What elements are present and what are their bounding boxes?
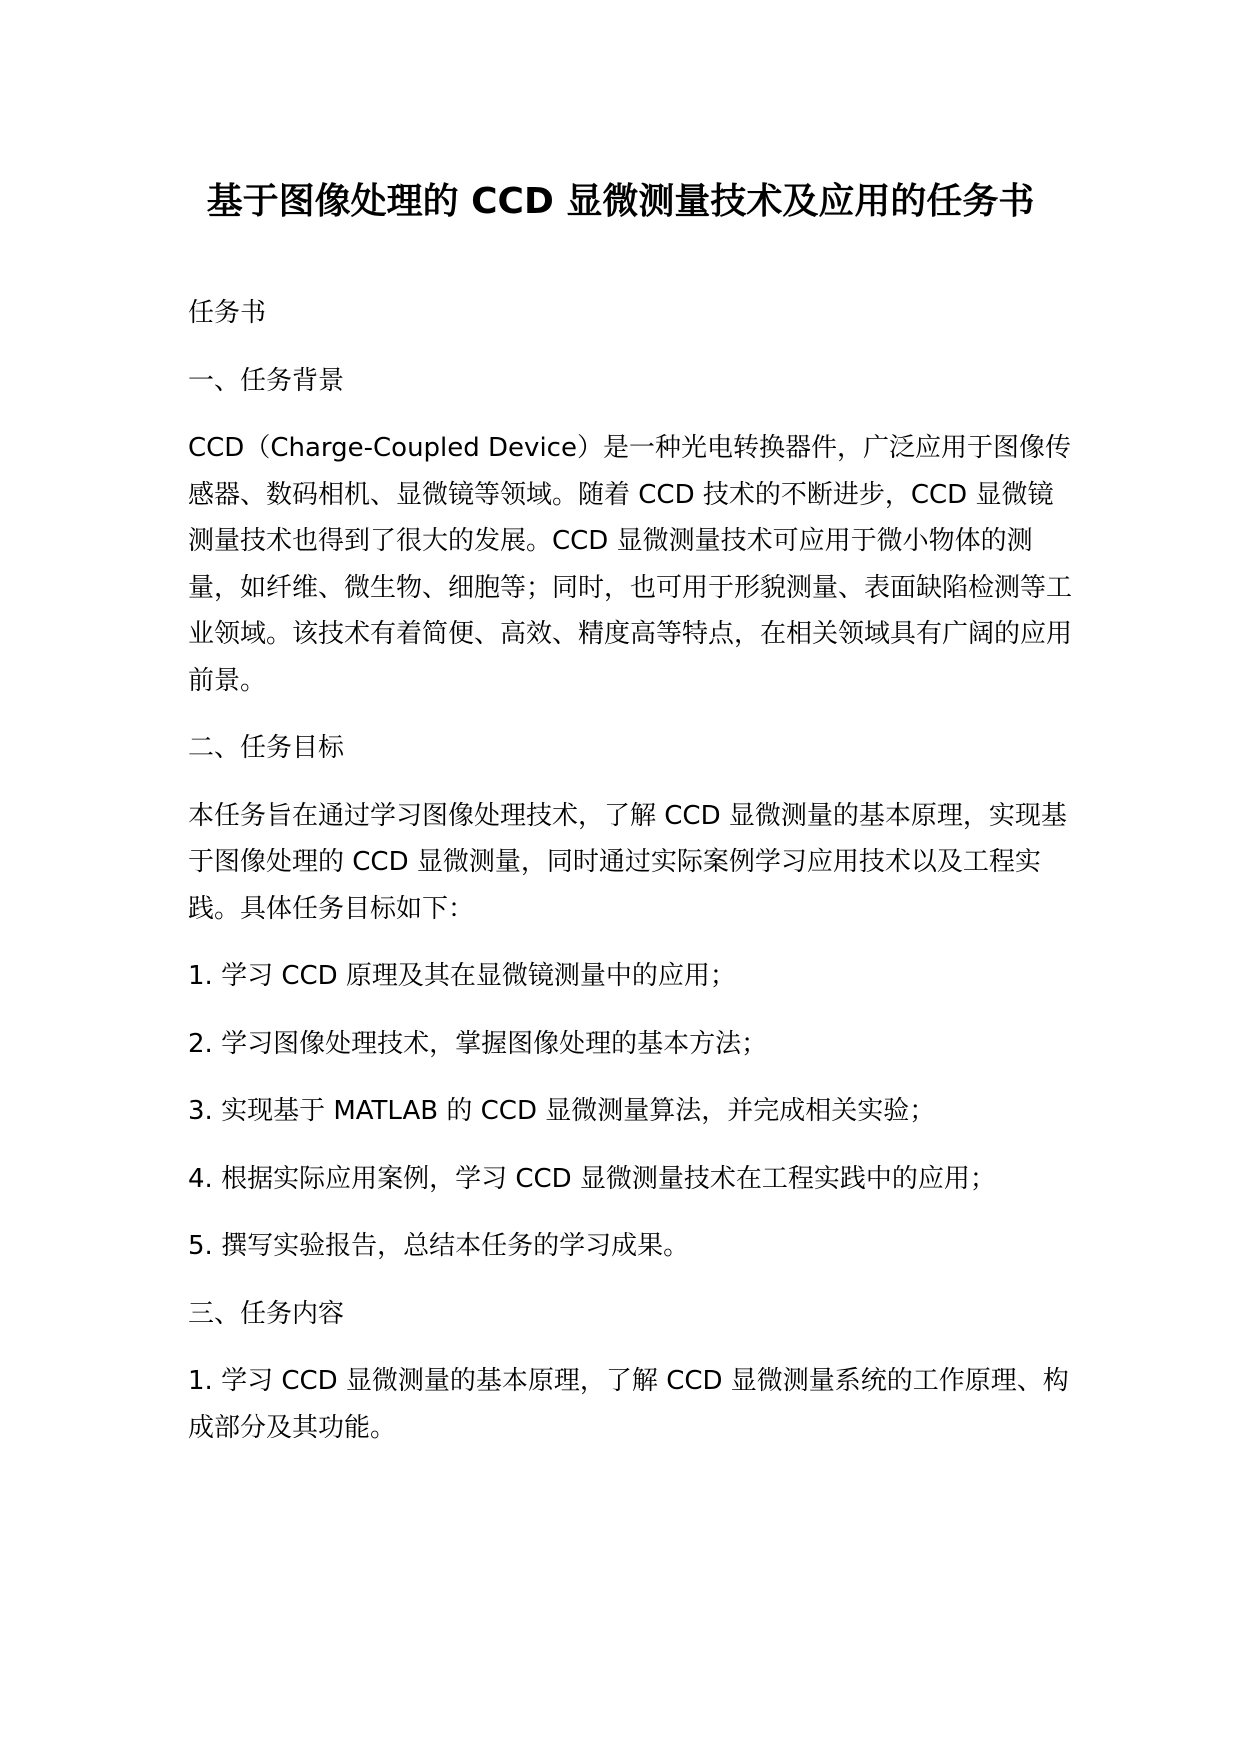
document-body [188,290,1078,1472]
background-paragraph: CCD（Charge-Coupled Device）是一种光电转换器件，广泛应用于图像传感器、数码相机、显微镜等领域。随着 CCD 技术的不断进步，CCD 显微镜测量技术也得到了很大的发展。CCD 显微测量技术可应用于微小物体的测量，如纤维、微生物、细胞等；同时，也可用于形貌测量、表面缺陷检测等工业领域。该技术有着简便、高效、精度高等特点，在相关领域具有广阔的应用前景。 [188,433,1073,696]
goal-item-4: 4. 根据实际应用案例，学习 CCD 显微测量技术在工程实践中的应用； [188,1163,996,1194]
page-title: 基于图像处理的 CCD 显微测量技术及应用的任务书 [206,181,1035,222]
content-item-1: 1. 学习 CCD 显微测量的基本原理，了解 CCD 显微测量系统的工作原理、构成部分及其功能。 [188,1366,1069,1443]
goal-item-3: 3. 实现基于 MATLAB 的 CCD 显微测量算法，并完成相关实验； [188,1096,936,1126]
goal-item-5: 5. 撰写实验报告，总结本任务的学习成果。 [188,1231,690,1261]
goal-item-2: 2. 学习图像处理技术，掌握图像处理的基本方法； [188,1028,768,1059]
document-label: 任务书 [188,298,267,328]
section-heading-contents: 三、任务内容 [188,1298,345,1329]
section-heading-background: 一、任务背景 [188,365,345,396]
section-heading-goals: 二、任务目标 [188,733,345,763]
goal-item-1: 1. 学习 CCD 原理及其在显微镜测量中的应用； [188,961,736,991]
goals-paragraph: 本任务旨在通过学习图像处理技术，了解 CCD 显微测量的基本原理，实现基于图像处理的 CCD 显微测量，同时通过实际案例学习应用技术以及工程实践。具体任务目标如下： [188,800,1067,924]
